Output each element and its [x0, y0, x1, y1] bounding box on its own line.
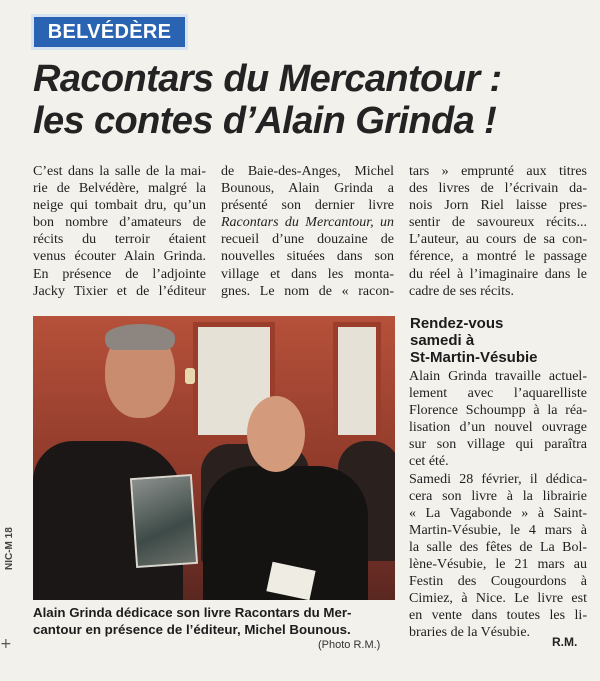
headline-line-2: les contes d’Alain Grinda ! — [33, 100, 497, 142]
sub-headline-line: St-Martin-Vésubie — [410, 349, 538, 366]
text-line: recueil d’une douzaine de — [221, 232, 394, 248]
article-column-1 — [33, 163, 206, 300]
text-line: cera son livre à la librairie — [409, 488, 587, 504]
sub-headline-line: samedi à — [410, 332, 475, 349]
text-line: Jacky Tixier et de l’éditeur — [33, 283, 206, 299]
book-cover — [130, 474, 198, 568]
text-line: gnes. Le nom de « racon- — [221, 283, 394, 299]
text-line: neige qui tombait dru, qu’un — [33, 198, 206, 214]
photo-credit: (Photo R.M.) — [318, 639, 381, 651]
article-column-3 — [409, 163, 587, 300]
photo-caption — [33, 604, 403, 638]
bleed-through-text — [215, 4, 595, 38]
section-rubric: BELVÉDÈRE — [31, 14, 188, 50]
text-line: nouvelles situées dans son — [221, 249, 394, 265]
text-line: venus écouter Alain Grinda. — [33, 249, 206, 265]
text-line: nois Jorn Riel laisse pres- — [409, 198, 587, 214]
text-line: la salle des fêtes de La Bol- — [409, 539, 587, 555]
text-line: Florence Schoumpp à la réa- — [409, 403, 587, 419]
text-line: du réel à l’imaginaire dans le — [409, 266, 587, 282]
seated-man-head — [247, 396, 305, 472]
text-line: lène-Vésubie, le 21 mars au — [409, 557, 587, 573]
article-column-4 — [409, 368, 587, 642]
text-line: Samedi 28 février, il dédica- — [409, 471, 587, 487]
text-line: C’est dans la salle de la mai- — [33, 164, 206, 179]
text-line: sur son village qui paraîtra — [409, 437, 587, 453]
text-line: braries de la Vésubie. — [409, 625, 531, 641]
text-line: rie de Belvédère, malgré la — [33, 181, 206, 197]
article-column-2 — [221, 163, 394, 300]
text-line: village et dans les monta- — [221, 266, 394, 282]
text-line: Cimiez, à Nice. Le livre est — [409, 591, 587, 607]
text-line: présenté son dernier livre — [221, 198, 394, 214]
caption-line: cantour en présence de l’éditeur, Michel Bounous. — [33, 622, 351, 637]
standing-man-hair — [105, 324, 175, 350]
text-line: férence, a montré le passage — [409, 249, 587, 265]
text-line: « La Vagabonde » à Saint- — [409, 505, 587, 521]
text-line: sentir de savoureux récits... — [409, 215, 587, 231]
crop-mark-icon: + — [0, 636, 12, 652]
sub-headline — [410, 315, 588, 366]
page-edge-label: NIC-M 18 — [4, 527, 15, 570]
text-line: récits du terroir étaient — [33, 232, 206, 248]
text-line: de Baie-des-Anges, Michel — [221, 164, 394, 179]
text-line: Alain Grinda travaille actuel- — [409, 369, 587, 384]
text-line: cet été. — [409, 454, 449, 470]
text-line: Bounous, Alain Grinda a — [221, 181, 394, 197]
text-line: L’auteur, au cours de sa con- — [409, 232, 587, 248]
article-photo — [33, 316, 395, 600]
text-line-italic: Racontars du Mercantour, un — [221, 215, 394, 231]
headline-line-1: Racontars du Mercantour : — [33, 58, 502, 100]
caption-line: Alain Grinda dédicace son livre Racontars du Mer- — [33, 605, 352, 620]
wall-lamp — [185, 368, 195, 384]
sub-headline-line: Rendez-vous — [410, 315, 504, 332]
text-line: lement avec l’aquarelliste — [409, 386, 587, 402]
text-line: des livres de l’écrivain da- — [409, 181, 587, 197]
text-line: bon nombre d’amateurs de — [33, 215, 206, 231]
text-line: En présence de l’adjointe — [33, 266, 206, 282]
text-line: en vente dans toutes les li- — [409, 608, 587, 624]
headline — [33, 58, 593, 142]
text-line: tars » emprunté aux titres — [409, 164, 587, 179]
text-line: Festin des Cougourdons à — [409, 574, 587, 590]
author-signature: R.M. — [552, 635, 578, 649]
text-line: cadre de ses récits. — [409, 283, 514, 299]
window — [333, 322, 381, 440]
text-line: Martin-Vésubie, le 4 mars à — [409, 522, 587, 538]
text-line: lisation d’un nouvel ouvrage — [409, 420, 587, 436]
